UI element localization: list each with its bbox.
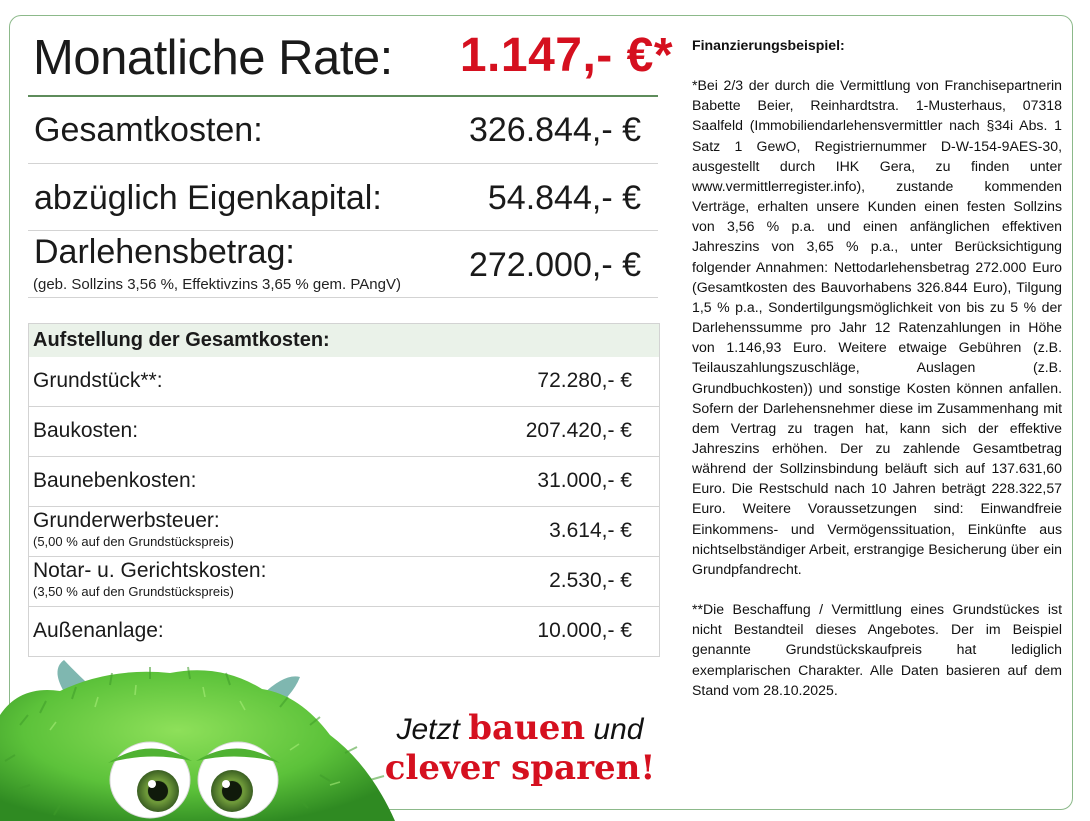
row-value: 2.530,- €	[549, 569, 632, 592]
row-value: 3.614,- €	[549, 519, 632, 542]
monthly-rate-value: 1.147,- €*	[459, 29, 673, 82]
equity-label: abzüglich Eigenkapital:	[34, 179, 382, 217]
property-disclaimer: **Die Beschaffung / Vermittlung eines Grundstückes ist nicht Bestandteil dieses Angebotes. Der im Beispiel genannte Grundstückskaufpreis hat lediglich exemplarischen Charakter. Alle Daten basieren auf dem Stand vom 28.10.2025.	[692, 601, 1062, 698]
row-label: Grundstück**:	[33, 369, 163, 392]
loan-interest-note: (geb. Sollzins 3,56 %, Effektivzins 3,65 % gem. PAngV)	[33, 276, 401, 293]
monthly-rate-label: Monatliche Rate:	[33, 31, 393, 85]
equity-value: 54.844,- €	[487, 179, 641, 217]
financing-example-title: Finanzierungsbeispiel:	[692, 37, 845, 53]
row-label: Notar- u. Gerichtskosten:	[33, 559, 267, 582]
row-label: Außenanlage:	[33, 619, 164, 642]
row-note: (3,50 % auf den Grundstückspreis)	[33, 584, 234, 599]
equity-row	[28, 163, 658, 231]
table-row	[29, 457, 659, 507]
row-value: 10.000,- €	[537, 619, 632, 642]
total-cost-row	[28, 97, 658, 164]
total-cost-value: 326.844,- €	[468, 111, 641, 149]
row-value: 31.000,- €	[537, 469, 632, 492]
slogan-jetzt: Jetzt	[396, 713, 460, 746]
row-label: Baukosten:	[33, 419, 139, 442]
cost-breakdown-table	[28, 323, 660, 657]
table-row	[29, 607, 659, 657]
financing-example-text	[692, 35, 1062, 700]
slogan-und: und	[593, 713, 644, 746]
row-label: Grunderwerbsteuer:	[33, 509, 220, 532]
slogan-bauen: bauen	[468, 708, 586, 748]
table-row	[29, 557, 659, 607]
row-note: (5,00 % auf den Grundstückspreis)	[33, 534, 234, 549]
loan-amount-row	[28, 230, 658, 298]
loan-amount-label: Darlehensbetrag:	[34, 233, 295, 271]
slogan-clever-sparen: clever sparen!	[384, 748, 656, 788]
row-value: 72.280,- €	[537, 369, 632, 392]
table-row	[29, 357, 659, 407]
slogan	[380, 708, 660, 788]
total-cost-label: Gesamtkosten:	[34, 111, 263, 149]
row-label: Baunebenkosten:	[33, 469, 197, 492]
financing-disclaimer: *Bei 2/3 der durch die Vermittlung von Franchisepartnerin Babette Beier, Reinhardtstra. 1-Musterhaus, 07318 Saalfeld (Immobiliendarlehensvermittler nach §34i Abs. 1 Satz 1 GewO, Registriernummer D-W-154-9AES-30, ausgestellt durch IHK Gera, zu finden unter www.vermittlerregister.info), zustande kommenden Verträge, erhalten unsere Kunden einen festen Sollzins von 3,56 % p.a. und einen anfänglichen effektiven Jahreszins von 3,65 % p.a., unter Berücksichtigung folgender Annahmen: Nettodarlehensbetrag 272.000 Euro (Gesamtkosten des Bauvorhabens 326.844 Euro), Tilgung 1,5 % p.a., Sondertilgungsmöglichkeit von bis zu 5 % der Darlehenssumme pro Jahr 12 Ratenzahlungen in Höhe von 1.146,93 Euro. Weitere etwaige Gebühren (z.B. Teilauszahlungszuschläge, Auslagen (z.B. Grundbuchkosten)) und sonstige Kosten können anfallen. Sofern der Darlehensnehmer diese im Zusammenhang mit dem Vertrag zu tragen hat, kann sich der effektive Jahreszins erhöhen. Der zu zahlende Gesamtbetrag während der Sollzinsbindung beläuft sich auf 137.631,60 Euro. Die Restschuld nach 10 Jahren beträgt 228.322,57 Euro. Weitere Voraussetzungen sind: Einwandfreie Einkommens- und Vermögenssituation, Einkünfte aus nichtselbständiger Arbeit, erstrangige Besicherung über ein Grundpfandrecht.	[692, 77, 1062, 577]
loan-amount-value: 272.000,- €	[468, 246, 641, 284]
table-row	[29, 407, 659, 457]
table-row	[29, 507, 659, 557]
green-monster-mascot-icon	[0, 655, 420, 821]
cost-breakdown-title: Aufstellung der Gesamtkosten:	[29, 324, 659, 357]
row-value: 207.420,- €	[525, 419, 632, 442]
monthly-rate-headline	[33, 30, 673, 94]
